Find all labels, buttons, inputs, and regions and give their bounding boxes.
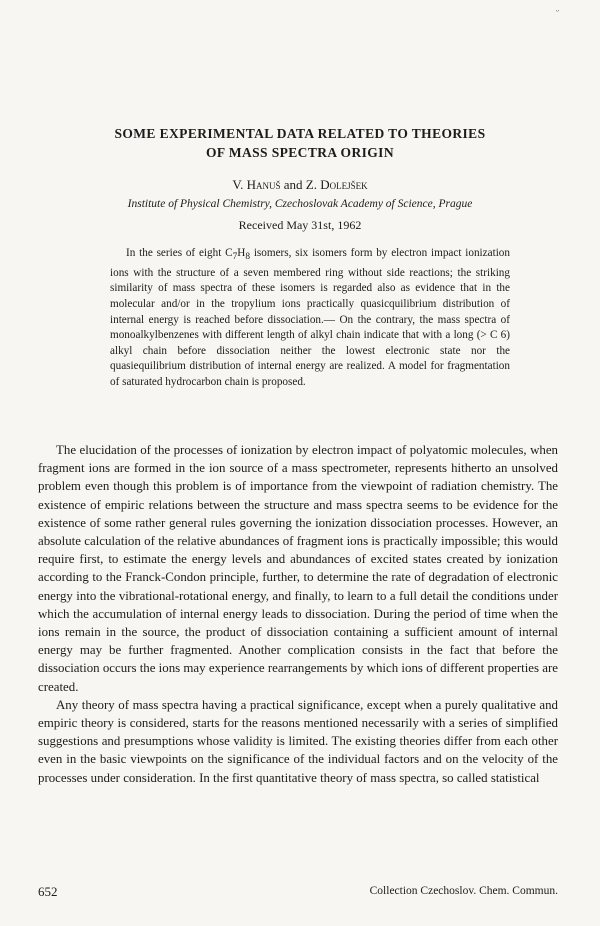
abstract-subscript-1: 7: [232, 252, 238, 263]
authors: [40, 177, 560, 193]
author-conjunction: and: [280, 177, 306, 192]
author-2: [306, 177, 368, 192]
abstract-text-2: H: [237, 247, 246, 259]
corner-mark: ᵕ: [556, 6, 559, 17]
abstract-text-1: In the series of eight C: [126, 247, 233, 259]
author-1-initial: V. H: [232, 177, 256, 192]
abstract-text-3: isomers, six isomers form by electron impact ionization ions with the structure of a seven membered ring without side reactions; the striking similarity of mass spectra of these isomers is regarded also as evidence that in the molecular and/or in the tropylium ions practically quasicquilibrium distribution of internal energy is reached before dissociation.— On the contrary, the mass spectra of monoalkylbenzenes with different length of alkyl chain indicate that with a long (> C 6) alkyl chain before dissociation neither the lowest electronic state nor the quasiequilibrium distribution of internal energy are realized. A model for fragmentation of saturated hydrocarbon chain is proposed.: [110, 247, 510, 388]
author-1: [232, 177, 280, 192]
title-line-1: SOME EXPERIMENTAL DATA RELATED TO THEORIES: [114, 126, 486, 141]
received-date: Received May 31st, 1962: [238, 218, 362, 232]
author-1-surname: anuš: [255, 177, 281, 192]
body-text: [38, 441, 558, 787]
body-paragraph-1: The elucidation of the processes of ionization by electron impact of polyatomic molecules, when fragment ions are formed in the ion source of a mass spectrometer, represents hitherto an unsolved problem even though this problem is of importance from the viewpoint of radiation chemistry. The existence of empiric relations between the structure and mass spectra seems to be evidence for the existence of some rather general rules governing the ionization dissociation processes. However, an absolute calculation of the relative abundances of fragment ions is practically impossible; this would require first, to estimate the energy levels and abundances of excited states created by ionization according to the Franck-Condon principle, further, to determine the rate of degradation of electronic energy into the vibrational-rotational energy, and finally, to learn to a full detail the conditions under which the accumulation of internal energy leads to dissociation. During the period of time when the ions remain in the source, the product of dissociation containing a sufficient amount of internal energy may be further fragmented. Another complication consists in the fact that before the dissociation occurs the ions may experience rearrangements by which ions of different properties are created.: [38, 443, 558, 694]
journal-name: Collection Czechoslov. Chem. Commun.: [369, 885, 558, 897]
body-paragraph-2: Any theory of mass spectra having a practical significance, except when a purely qualitative and empiric theory is considered, starts for the reasons mentioned necessarily with a series of simplified suggestions and presumptions whose validity is limited. The existing theories differ from each other even in the basic viewpoints on the significance of the individual factors and on the velocity of the processes under consideration. In the first quantitative theory of mass spectra, so called statistical: [38, 697, 558, 785]
page-number: 652: [38, 884, 58, 899]
paper-title: [40, 124, 560, 162]
author-2-surname: olejšek: [329, 177, 368, 192]
abstract: [110, 246, 510, 391]
institution: Institute of Physical Chemistry, Czechoslovak Academy of Science, Prague: [127, 198, 473, 210]
abstract-subscript-2: 8: [245, 252, 251, 263]
title-line-2: OF MASS SPECTRA ORIGIN: [206, 145, 394, 160]
author-2-initial: Z. D: [305, 177, 330, 192]
